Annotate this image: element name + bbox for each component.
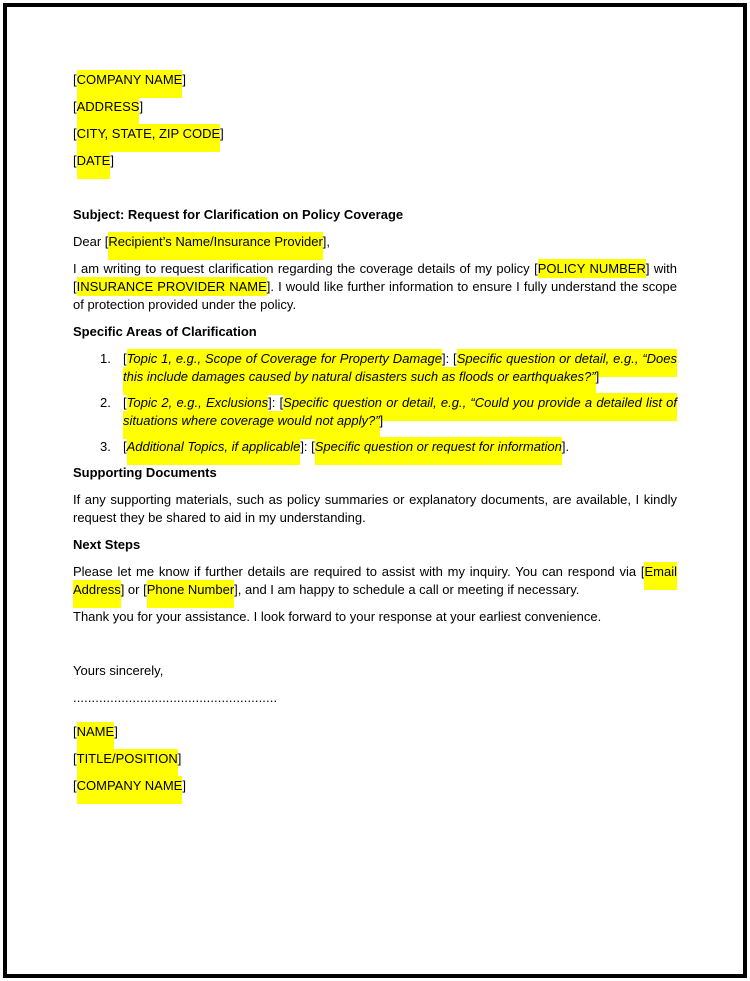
supporting-paragraph: If any supporting materials, such as policy summaries or explanatory documents, are available, I kindly request they be shared to aid in my understanding. <box>73 492 677 525</box>
text-run: [ <box>73 126 77 141</box>
intro-paragraph <box>73 260 677 314</box>
highlighted-placeholder: Topic 1, e.g., Scope of Coverage for Property Damage <box>126 351 442 366</box>
signature-dotted-line: ....................................................... <box>73 690 278 705</box>
highlighted-placeholder: NAME <box>77 722 115 750</box>
text-run: [ <box>73 724 77 739</box>
text-run: ]. <box>561 439 570 454</box>
spacer <box>73 179 677 206</box>
text-run: [ <box>123 439 127 454</box>
highlighted-placeholder: TITLE/POSITION <box>77 749 178 777</box>
highlighted-placeholder: INSURANCE PROVIDER NAME <box>76 279 267 294</box>
list-item-text <box>123 393 677 439</box>
text-run: ] <box>379 413 384 428</box>
text-run: ] <box>177 751 182 766</box>
highlighted-placeholder: Additional Topics, if applicable <box>127 437 301 465</box>
text-run: ] <box>595 369 600 384</box>
list-item-text <box>123 349 677 395</box>
sender-city-state-zip-line <box>73 125 677 143</box>
text-run: ], and I am happy to schedule a call or meeting if necessary. <box>234 582 580 597</box>
subject-line: Subject: Request for Clarification on Policy Coverage <box>73 207 404 222</box>
text-run: Dear [ <box>73 234 109 249</box>
highlighted-placeholder: CITY, STATE, ZIP CODE <box>77 124 221 152</box>
signature-company-line <box>73 777 677 795</box>
text-run: [ <box>73 751 77 766</box>
clarification-heading: Specific Areas of Clarification <box>73 324 257 339</box>
list-item-number: 2. <box>100 395 111 410</box>
text-run: ]: [ <box>300 439 315 454</box>
sender-company-line <box>73 71 677 89</box>
supporting-heading: Supporting Documents <box>73 465 217 480</box>
signature-title-line <box>73 750 677 768</box>
next-steps-paragraph <box>73 563 677 599</box>
greeting-line <box>73 233 677 251</box>
text-run: [ <box>73 99 77 114</box>
list-item-number: 3. <box>100 439 111 454</box>
signature-name-line <box>73 723 677 741</box>
text-run: ] <box>182 72 186 87</box>
highlighted-placeholder: COMPANY NAME <box>77 70 183 98</box>
next-steps-heading: Next Steps <box>73 537 141 552</box>
sender-address-line <box>73 98 677 116</box>
text-run: ] with [ <box>73 261 678 294</box>
text-run: Please let me know if further details are required to assist with my inquiry. You can respond via [ <box>73 564 645 579</box>
text-run: [ <box>73 153 77 168</box>
highlighted-placeholder: Email Address <box>73 562 677 608</box>
highlighted-placeholder: Recipient’s Name/Insurance Provider <box>108 232 322 260</box>
text-run: [ <box>73 72 77 87</box>
highlighted-placeholder: Specific question or detail, e.g., “Does this include damages caused by natural disasters such as floods or earthquakes?” <box>123 349 677 395</box>
list-item <box>73 394 677 430</box>
highlighted-placeholder: Specific question or detail, e.g., “Could you provide a detailed list of situations where coverage would not apply?” <box>123 393 677 439</box>
text-run: ] <box>182 778 186 793</box>
text-run: ], <box>322 234 331 249</box>
list-item-text <box>123 437 569 465</box>
thanks-paragraph: Thank you for your assistance. I look forward to your response at your earliest convenience. <box>73 609 602 624</box>
highlighted-placeholder: POLICY NUMBER <box>537 261 646 276</box>
highlighted-placeholder: Topic 2, e.g., Exclusions <box>126 395 269 410</box>
text-run: ]: [ <box>441 351 457 366</box>
highlighted-placeholder: COMPANY NAME <box>77 776 183 804</box>
text-run: ] <box>220 126 224 141</box>
text-run: ] <box>110 153 114 168</box>
list-item <box>73 438 677 456</box>
spacer <box>73 635 677 662</box>
highlighted-placeholder: ADDRESS <box>77 97 140 125</box>
text-run: [ <box>123 395 127 410</box>
sender-date-line <box>73 152 677 170</box>
highlighted-placeholder: Specific question or request for information <box>315 437 562 465</box>
spacer <box>73 716 677 723</box>
text-run: I am writing to request clarification regarding the coverage details of my policy [ <box>73 261 538 276</box>
valediction: Yours sincerely, <box>73 663 164 678</box>
highlighted-placeholder: Phone Number <box>147 580 234 608</box>
text-run: ] or [ <box>120 582 147 597</box>
letter-content <box>7 7 743 795</box>
page-border <box>3 3 747 978</box>
text-run: ] <box>114 724 118 739</box>
list-item-number: 1. <box>100 351 111 366</box>
clarification-list <box>73 350 677 456</box>
text-run: [ <box>73 778 77 793</box>
text-run: [ <box>123 351 127 366</box>
list-item <box>73 350 677 386</box>
text-run: ]. I would like further information to ensure I fully understand the scope of protection provided under the policy. <box>73 279 677 312</box>
text-run: ] <box>139 99 144 114</box>
text-run: ]: [ <box>268 395 284 410</box>
highlighted-placeholder: DATE <box>77 151 111 179</box>
